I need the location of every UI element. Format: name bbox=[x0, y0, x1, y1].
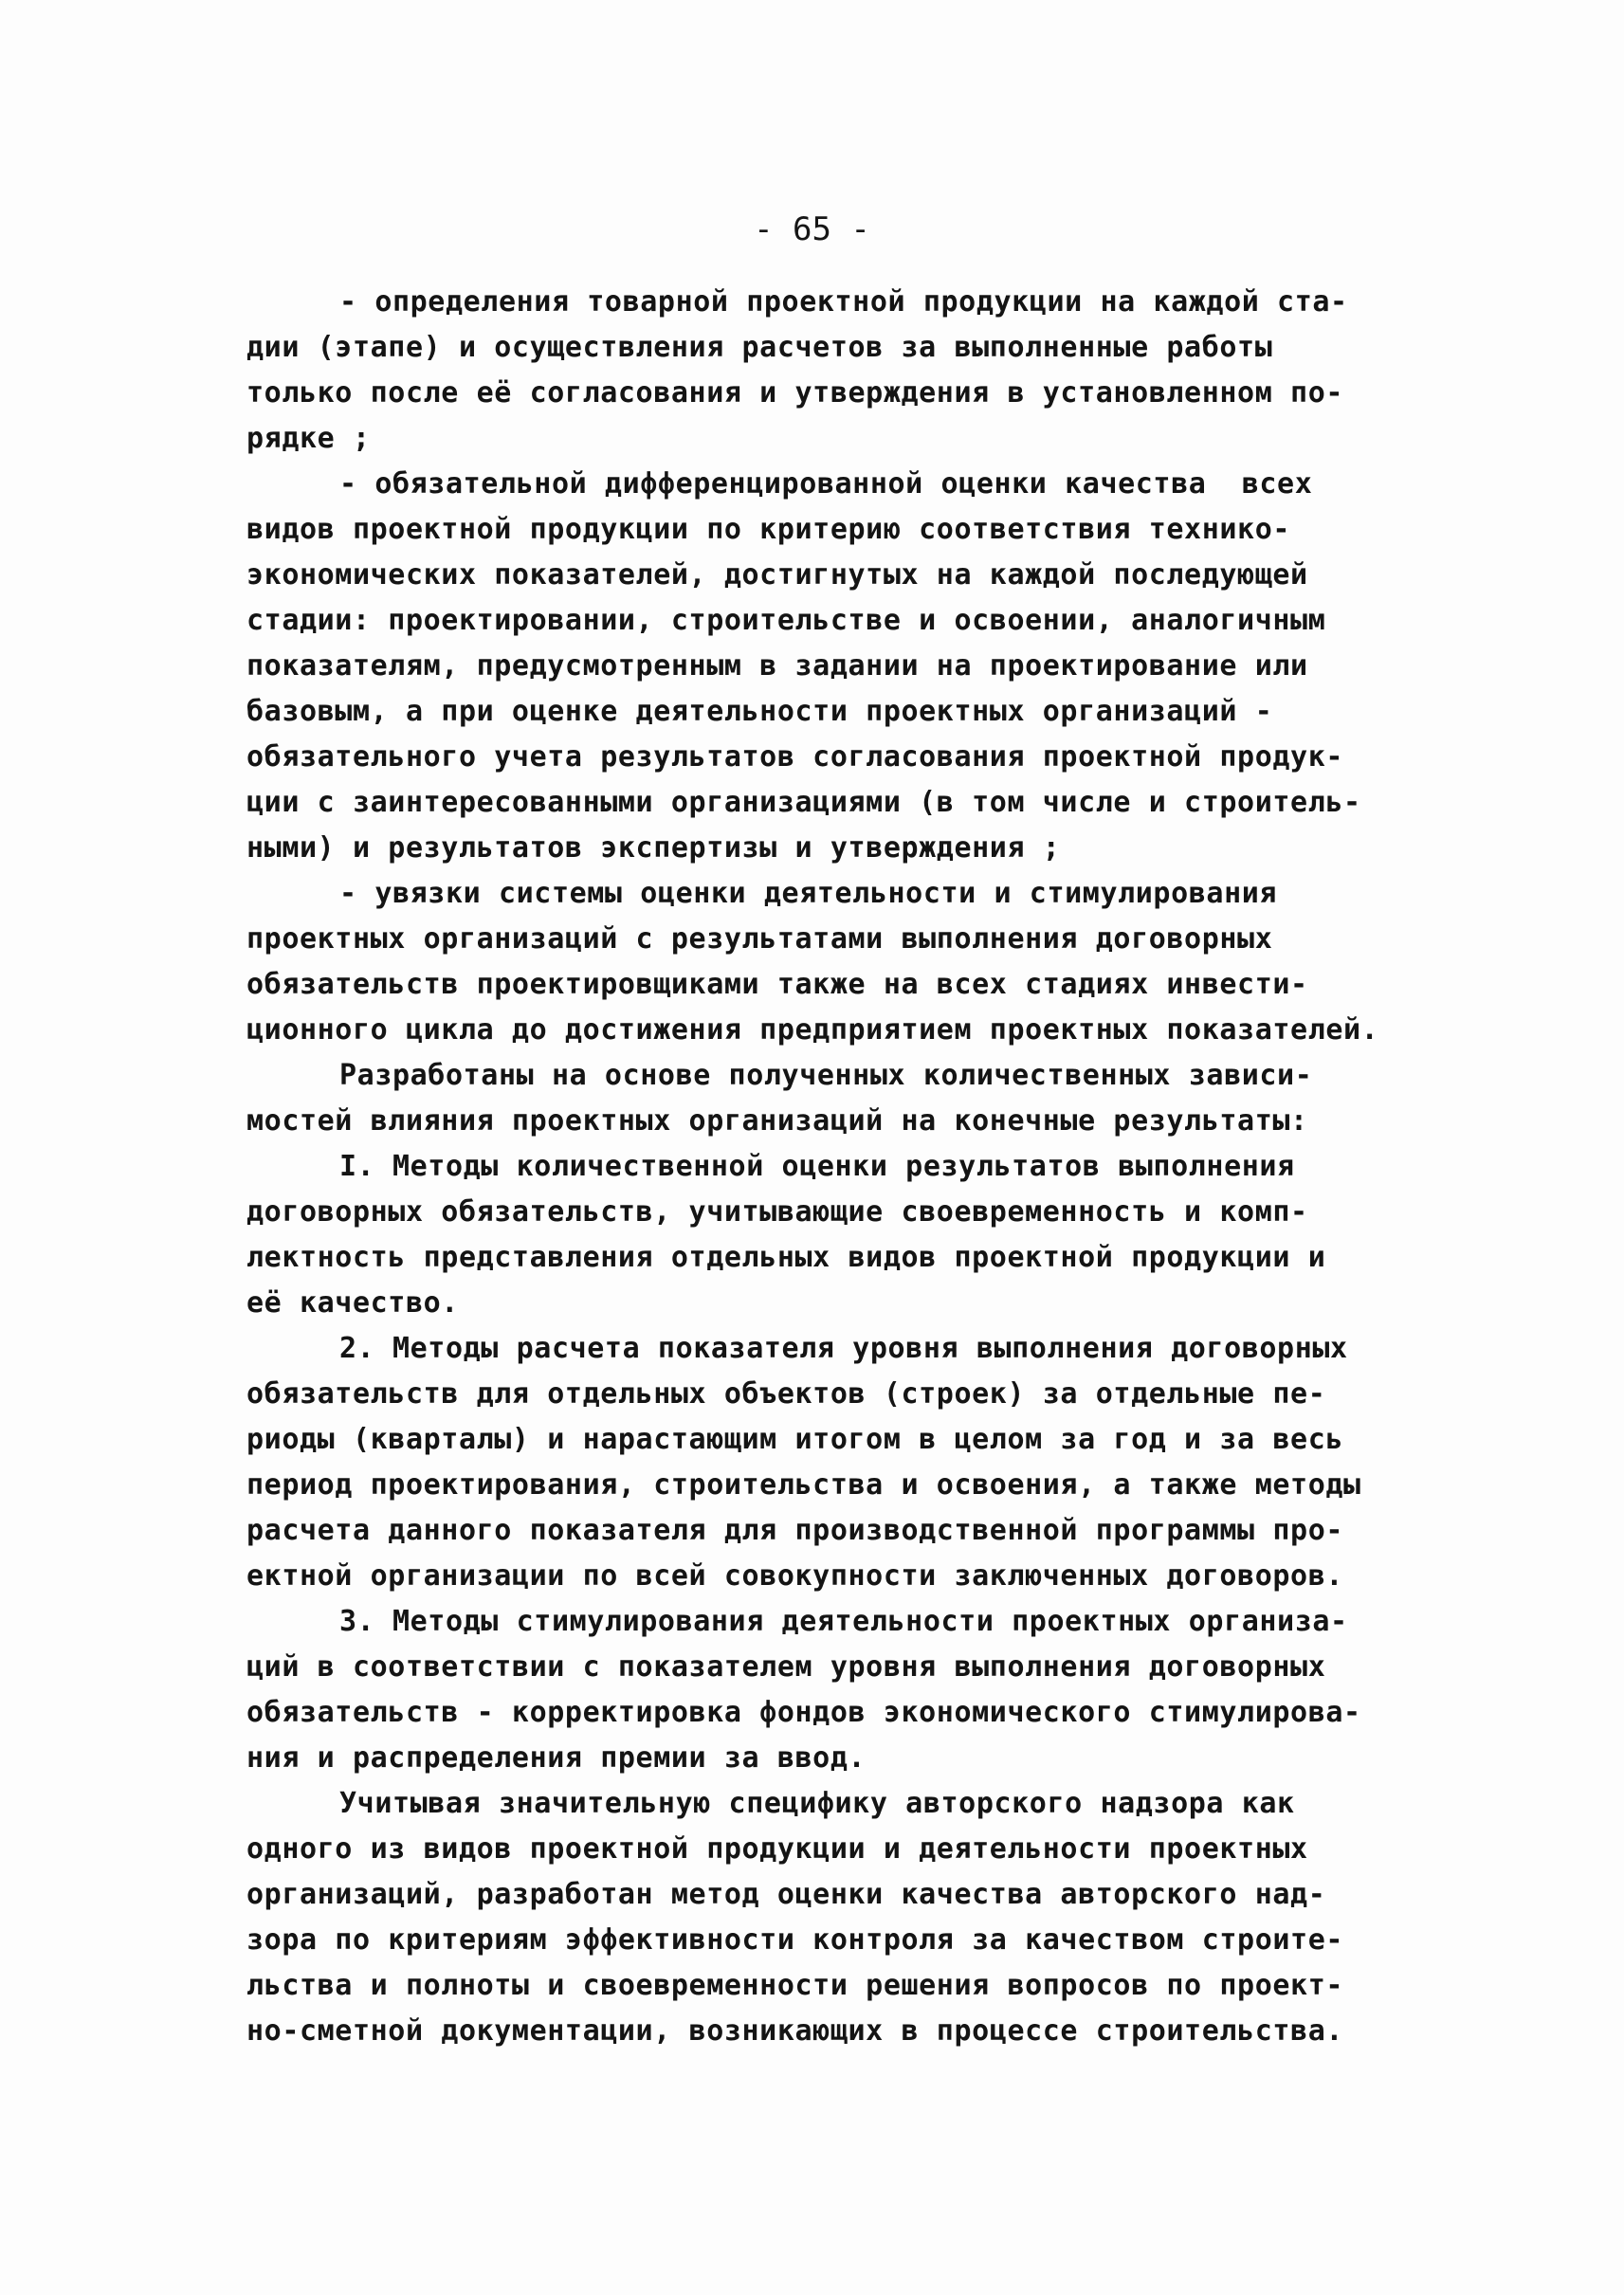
text-line: показателям, предусмотренным в задании на проектирование или bbox=[246, 649, 1308, 683]
text-line: но-сметной документации, возникающих в процессе строительства. bbox=[246, 2014, 1344, 2048]
text-line: её качество. bbox=[246, 1286, 459, 1320]
text-line: - увязки системы оценки деятельности и стимулирования bbox=[339, 877, 1278, 910]
text-line: обязательств - корректировка фондов экономического стимулирова- bbox=[246, 1696, 1361, 1729]
text-line: мостей влияния проектных организаций на конечные результаты: bbox=[246, 1104, 1308, 1138]
text-line: I. Методы количественной оценки результатов выполнения bbox=[339, 1150, 1295, 1183]
text-line: ектной организации по всей совокупности заключенных договоров. bbox=[246, 1559, 1344, 1593]
text-line: зора по критериям эффективности контроля за качеством строите- bbox=[246, 1923, 1344, 1957]
text-line: обязательств проектировщиками также на всех стадиях инвести- bbox=[246, 968, 1308, 1001]
text-line: ными) и результатов экспертизы и утверждения ; bbox=[246, 831, 1061, 865]
text-line: ций в соответствии с показателем уровня выполнения договорных bbox=[246, 1650, 1326, 1684]
text-line: обязательств для отдельных объектов (строек) за отдельные пе- bbox=[246, 1377, 1326, 1411]
text-line: льства и полноты и своевременности решения вопросов по проект- bbox=[246, 1969, 1344, 2002]
text-line: базовым, а при оценке деятельности проектных организаций - bbox=[246, 695, 1273, 728]
text-line: лектность представления отдельных видов проектной продукции и bbox=[246, 1241, 1326, 1274]
text-line: экономических показателей, достигнутых на каждой последующей bbox=[246, 558, 1308, 592]
text-line: 3. Методы стимулирования деятельности проектных организа- bbox=[339, 1605, 1348, 1638]
text-line: стадии: проектировании, строительстве и освоении, аналогичным bbox=[246, 604, 1326, 637]
text-line: договорных обязательств, учитывающие своевременность и комп- bbox=[246, 1195, 1308, 1229]
text-line: проектных организаций с результатами выполнения договорных bbox=[246, 922, 1273, 956]
text-line: только после её согласования и утверждения в установленном по- bbox=[246, 376, 1344, 410]
text-line: период проектирования, строительства и освоения, а также методы bbox=[246, 1468, 1361, 1502]
text-line: дии (этапе) и осуществления расчетов за выполненные работы bbox=[246, 331, 1273, 364]
page-number: - 65 - bbox=[754, 210, 870, 248]
text-line: организаций, разработан метод оценки качества авторского над- bbox=[246, 1878, 1326, 1911]
body-text bbox=[246, 280, 1413, 2054]
text-line: расчета данного показателя для производственной программы про- bbox=[246, 1514, 1344, 1547]
text-line: обязательного учета результатов согласования проектной продук- bbox=[246, 740, 1344, 774]
text-line: риоды (кварталы) и нарастающим итогом в целом за год и за весь bbox=[246, 1423, 1344, 1456]
text-line: - определения товарной проектной продукции на каждой ста- bbox=[339, 285, 1348, 319]
text-line: видов проектной продукции по критерию соответствия технико- bbox=[246, 513, 1291, 546]
text-line: ния и распределения премии за ввод. bbox=[246, 1741, 867, 1775]
text-line: рядке ; bbox=[246, 422, 371, 455]
text-line: Разработаны на основе полученных количественных зависи- bbox=[339, 1059, 1313, 1092]
text-line: одного из видов проектной продукции и деятельности проектных bbox=[246, 1832, 1308, 1866]
text-line: 2. Методы расчета показателя уровня выполнения договорных bbox=[339, 1332, 1348, 1365]
text-line: - обязательной дифференцированной оценки качества всех bbox=[339, 467, 1313, 501]
text-line: Учитывая значительную специфику авторского надзора как bbox=[339, 1787, 1295, 1820]
text-line: ции с заинтересованными организациями (в том числе и строитель- bbox=[246, 786, 1361, 819]
text-line: ционного цикла до достижения предприятием проектных показателей. bbox=[246, 1013, 1379, 1047]
